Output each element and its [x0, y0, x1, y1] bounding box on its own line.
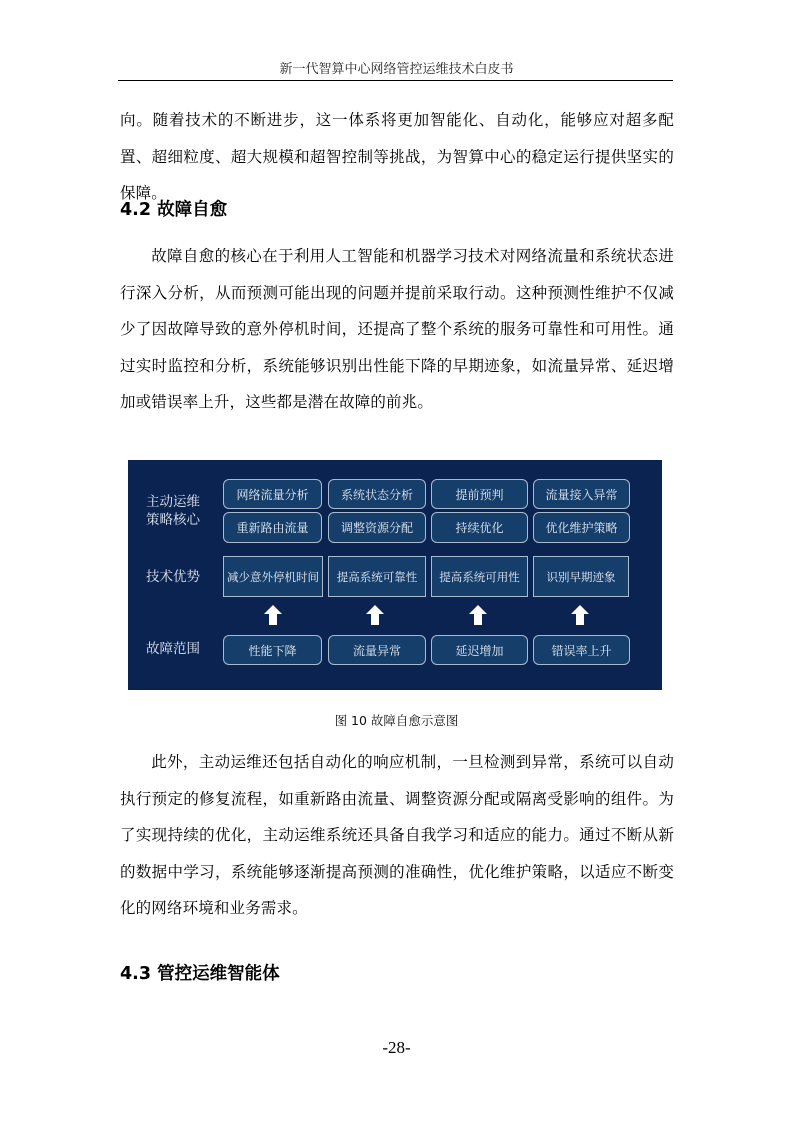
strategy-box: 网络流量分析 [223, 479, 322, 509]
row-label-strategy [146, 493, 200, 529]
up-arrow-icon [571, 605, 589, 625]
up-arrow-icon [469, 605, 487, 625]
up-arrow-icon [264, 605, 282, 625]
strategy-box: 持续优化 [431, 512, 528, 543]
paragraph-continuation: 向。随着技术的不断进步，这一体系将更加智能化、自动化，能够应对超多配置、超细粒度、超大规模和超智控制等挑战，为智算中心的稳定运行提供坚实的保障。 [120, 111, 674, 202]
scope-box: 延迟增加 [431, 635, 528, 665]
scope-box: 性能下降 [223, 635, 322, 665]
paragraph-text: 故障自愈的核心在于利用人工智能和机器学习技术对网络流量和系统状态进行深入分析，从而预测可能出现的问题并提前采取行动。这种预测性维护不仅减少了因故障导致的意外停机时间，还提高了整个系统的服务可靠性和可用性。通过实时监控和分析，系统能够识别出性能下降的早期迹象，如流量异常、延迟增加或错误率上升，这些都是潜在故障的前兆。 [120, 247, 674, 411]
strategy-box: 优化维护策略 [533, 512, 630, 543]
document-title: 新一代智算中心网络管控运维技术白皮书 [279, 62, 514, 77]
fault-self-healing-diagram [128, 460, 662, 690]
paragraph-auto-response [120, 744, 674, 927]
scope-box: 错误率上升 [533, 635, 630, 665]
row-label-strategy-line1: 主动运维 [146, 494, 200, 510]
advantage-box: 减少意外停机时间 [223, 556, 323, 597]
up-arrow-icon [366, 605, 384, 625]
row-label-strategy-line2: 策略核心 [146, 512, 200, 528]
strategy-box: 重新路由流量 [223, 512, 322, 543]
paragraph-fault-self-healing [120, 238, 674, 421]
strategy-box: 系统状态分析 [328, 479, 426, 509]
advantage-box: 提高系统可靠性 [328, 556, 426, 597]
strategy-box: 流量接入异常 [533, 479, 630, 509]
row-label-advantage: 技术优势 [146, 569, 200, 585]
header-divider [118, 80, 673, 81]
strategy-box: 调整资源分配 [328, 512, 426, 543]
section-heading-4-2: 4.2 故障自愈 [120, 200, 228, 220]
paragraph-text: 此外，主动运维还包括自动化的响应机制，一旦检测到异常，系统可以自动执行预定的修复流程，如重新路由流量、调整资源分配或隔离受影响的组件。为了实现持续的优化，主动运维系统还具备自我学习和适应的能力。通过不断从新的数据中学习，系统能够逐渐提高预测的准确性，优化维护策略，以适应不断变化的网络环境和业务需求。 [120, 753, 674, 917]
page-number: -28- [382, 1038, 411, 1057]
advantage-box: 提高系统可用性 [431, 556, 528, 597]
strategy-box: 提前预判 [431, 479, 528, 509]
scope-box: 流量异常 [328, 635, 426, 665]
figure-caption: 图 10 故障自愈示意图 [334, 713, 459, 728]
row-label-scope: 故障范围 [146, 641, 200, 657]
section-heading-4-3: 4.3 管控运维智能体 [120, 964, 280, 984]
advantage-box: 识别早期迹象 [533, 556, 629, 597]
